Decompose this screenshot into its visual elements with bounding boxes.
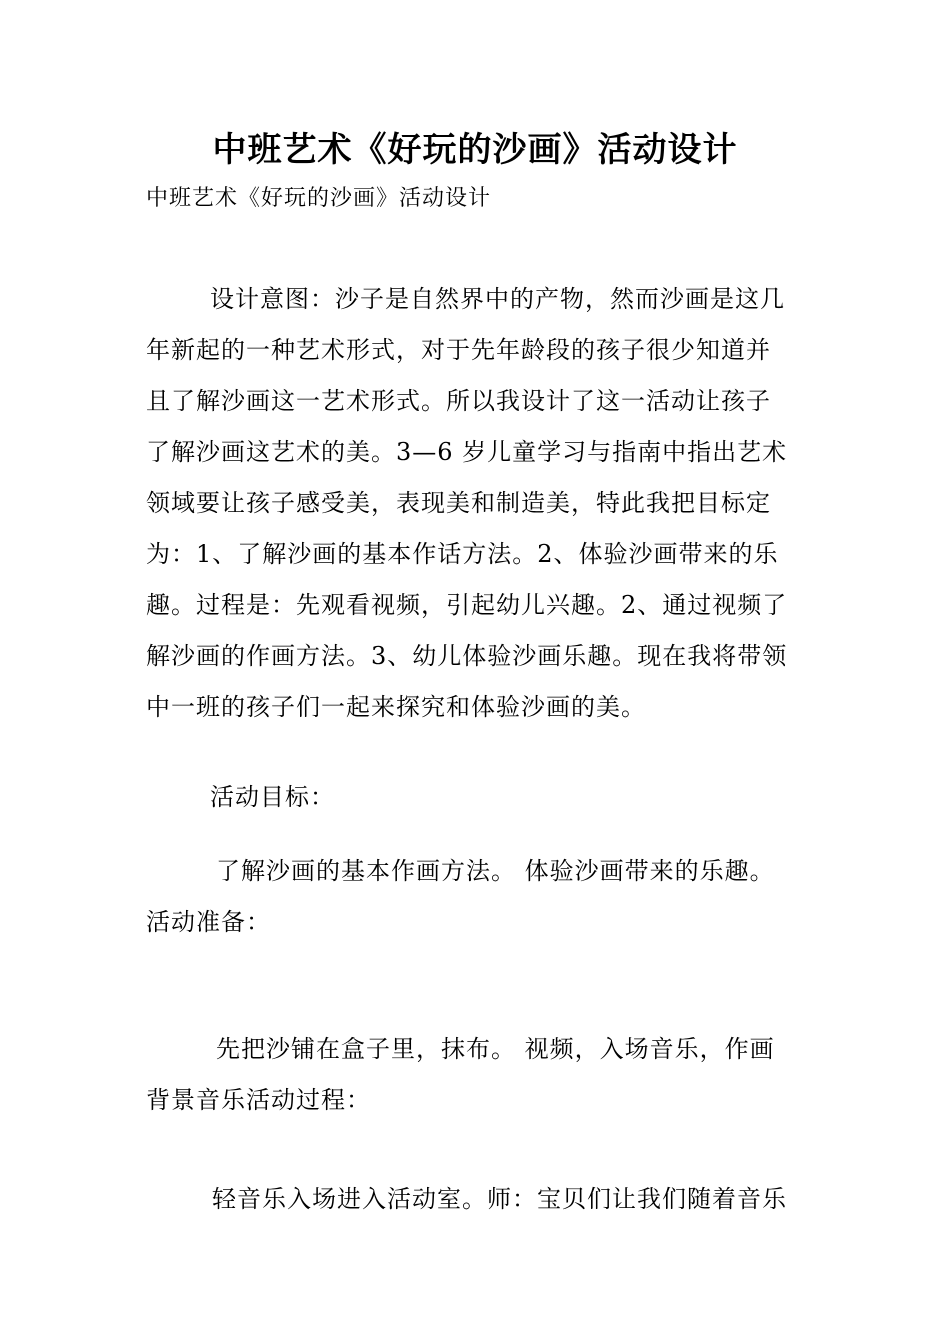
activity-process-paragraph (146, 1174, 810, 1225)
paragraph-line: 趣。过程是：先观看视频，引起幼儿兴趣。2、通过视频了 (146, 591, 788, 619)
paragraph-line: 活动准备： (146, 908, 271, 936)
paragraph-line: 了解沙画的基本作画方法。 体验沙画带来的乐趣。 (216, 857, 775, 885)
paragraph-line: 背景音乐活动过程： (146, 1086, 371, 1114)
paragraph-line: 为：1、了解沙画的基本作话方法。2、体验沙画带来的乐 (146, 540, 779, 568)
document-title: 中班艺术《好玩的沙画》活动设计 (212, 130, 738, 170)
paragraph-line: 中一班的孩子们一起来探究和体验沙画的美。 (146, 693, 646, 721)
paragraph-line: 解沙画的作画方法。3、幼儿体验沙画乐趣。现在我将带领 (146, 642, 788, 670)
design-intent-paragraph (146, 274, 810, 733)
paragraph-line: 且了解沙画这一艺术形式。所以我设计了这一活动让孩子 (146, 387, 771, 415)
paragraph-line: 先把沙铺在盒子里，抹布。 视频，入场音乐，作画 (216, 1035, 775, 1063)
paragraph-line: 了解沙画这艺术的美。3—6 岁儿童学习与指南中指出艺术 (146, 438, 788, 466)
activity-goals-paragraph (146, 846, 810, 948)
document-subtitle: 中班艺术《好玩的沙画》活动设计 (146, 186, 492, 211)
paragraph-line: 设计意图：沙子是自然界中的产物，然而沙画是这几 (210, 285, 785, 313)
activity-goals-heading (146, 772, 810, 823)
activity-preparation-paragraph (146, 1024, 810, 1126)
paragraph-line: 年新起的一种艺术形式，对于先年龄段的孩子很少知道并 (146, 336, 771, 364)
paragraph-line: 领域要让孩子感受美，表现美和制造美，特此我把目标定 (146, 489, 771, 517)
section-heading: 活动目标： (210, 783, 335, 811)
paragraph-line: 轻音乐入场进入活动室。师：宝贝们让我们随着音乐 (212, 1185, 787, 1213)
